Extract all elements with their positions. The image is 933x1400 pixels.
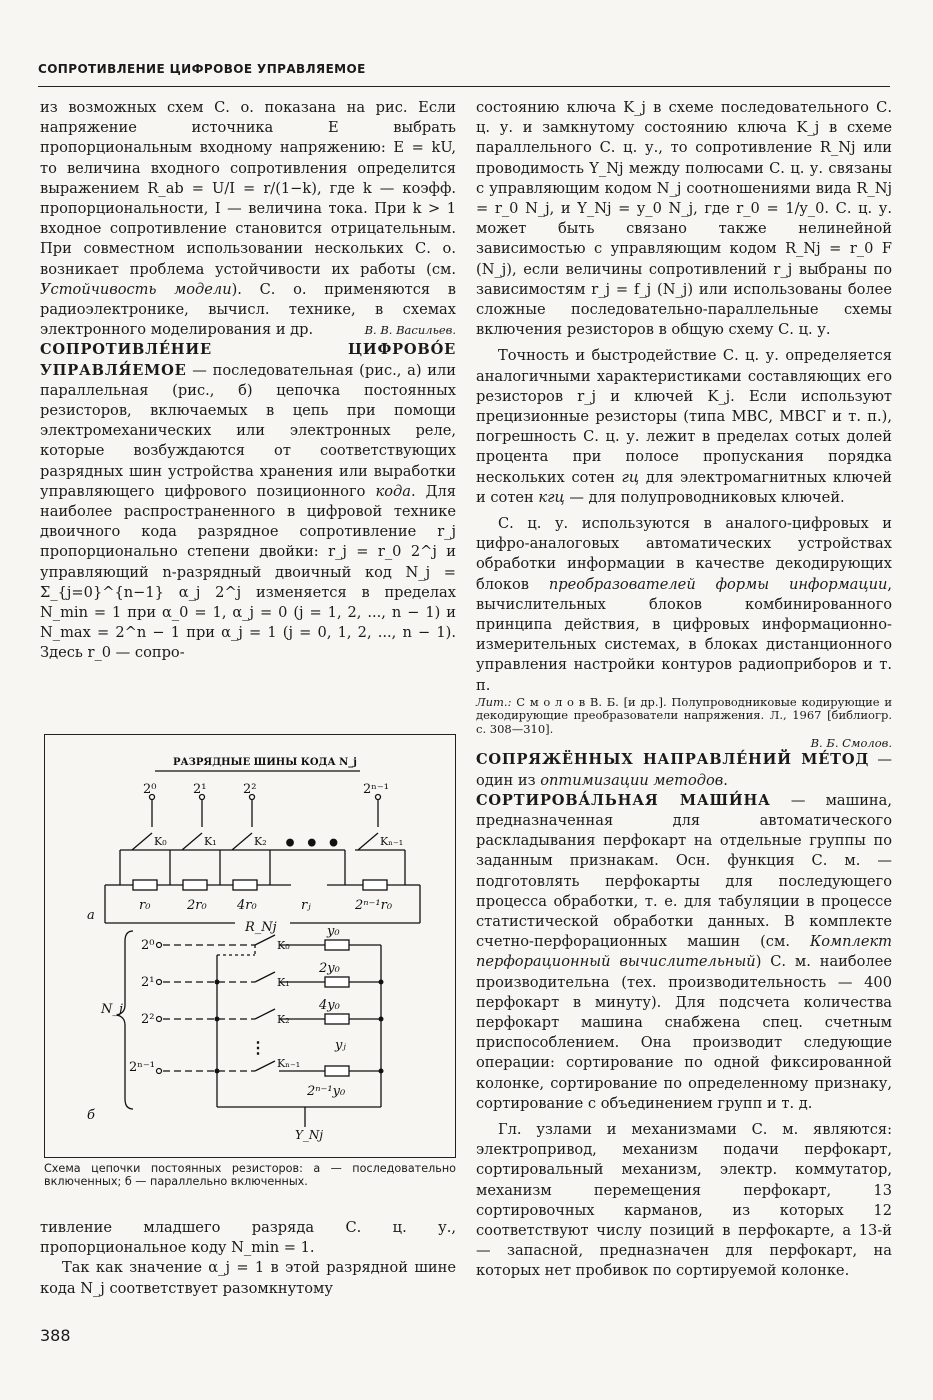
figure-label-a: а — [87, 908, 95, 923]
parallel-bit-label: 2ⁿ⁻¹ — [129, 1060, 155, 1075]
entry-headword: СОПРОТИВЛЕ́НИЕ ЦИФРОВО́Е УПРАВЛЯ́ЕМОЕ — [40, 341, 456, 379]
series-bit-label: 2⁰ — [143, 782, 157, 797]
parallel-key-label: Kₙ₋₁ — [277, 1057, 301, 1070]
conductance-label: yⱼ — [335, 1038, 346, 1053]
paragraph-continued: из возможных схем С. о. показана на рис. Если напряжение источника E выбрать пропорциональным входному напряжению: E = kU, то величина входного сопротивления определится выражением R_ab = U/I = r/(1−k), где k — коэфф. пропорциональности, I — величина тока. При k > 1 входное сопротивление становится отрицательным. При совместном использовании нескольких С. о. возникает проблема устойчивости их работы (см. Устойчивость модели). С. о. применяются в радиоэлектронике, вычисл. технике, в схемах электронного моделирования и др. В. В. Васильев. — [40, 98, 456, 340]
parallel-key-label: K₁ — [277, 976, 290, 989]
figure-label-b: б — [87, 1108, 95, 1123]
parallel-bit-label: 2¹ — [141, 975, 155, 990]
junction-dot — [379, 1069, 384, 1074]
resistor-label: r₀ — [139, 898, 151, 913]
series-key-label: K₂ — [254, 835, 267, 848]
circuit-figure — [44, 734, 456, 1158]
header-rule — [38, 86, 890, 87]
switch-k0 — [132, 833, 152, 850]
conductance-label: 2y₀ — [319, 961, 340, 976]
parallel-bit-label: 2² — [141, 1012, 155, 1027]
entry-sopr-napr: СОПРЯЖЁННЫХ НАПРАВЛЕ́НИЙ МЕ́ТОД — один из оптимизации методов. — [476, 751, 892, 789]
conductance-2n1y0 — [325, 1066, 349, 1076]
author-signature: В. Б. Смолов. — [810, 736, 892, 751]
paragraph: состоянию ключа K_j в схеме последовательного С. ц. у. и замкнутому состоянию ключа K_j в схеме параллельного С. ц. у., то сопротивление R_Nj или проводимость Y_Nj между полюсами С. ц. у. связаны с управляющим кодом N_j соотношениями вида R_Nj = r_0 N_j, и Y_Nj = y_0 N_j, где r_0 = 1/y_0. С. ц. у. может быть связано также нелинейной зависимостью с управляющим кодом R_Nj = r_0 F (N_j), если величины сопротивлений r_j выбраны по зависимостям r_j = f_j (N_j) или использованы более сложные последовательно-параллельные схемы включения резисторов в общую схему С. ц. у. — [476, 99, 892, 339]
parallel-code-label: N_j — [101, 1002, 123, 1017]
switch-kn1 — [358, 833, 378, 850]
conductance-y0 — [325, 940, 349, 950]
vertical-ellipsis: ⋮ — [250, 1038, 266, 1057]
bit-posts — [150, 795, 381, 828]
paragraph: Точность и быстродействие С. ц. у. определяется аналогичными характеристиками составляющих его резисторов r_j и ключей K_j. Если используют прецизионные резисторы (типа МВС, МВСГ и т. п.), погрешность С. ц. у. лежит в пределах сотых долей процента при полосе пропускания порядка нескольких сотен гц для электромагнитных ключей и сотен кгц — для полупроводниковых ключей. — [476, 347, 892, 506]
left-column-continued — [40, 1218, 456, 1299]
author-signature: В. В. Васильев. — [364, 323, 456, 338]
paragraph: Так как значение α_j = 1 в этой разрядной шине кода N_j соответствует разомкнутому — [40, 1259, 456, 1297]
parallel-output-label: Y_Nj — [295, 1128, 324, 1142]
junction-dot — [215, 980, 220, 985]
resistor-2r0 — [183, 880, 207, 890]
series-bit-label: 2¹ — [193, 782, 207, 797]
cross-reference[interactable]: преобразователей формы информации — [548, 575, 888, 593]
left-column — [40, 98, 456, 664]
conductance-label: 4y₀ — [319, 998, 340, 1013]
resistor-label: rⱼ — [301, 898, 311, 913]
running-head: СОПРОТИВЛЕНИЕ ЦИФРОВОЕ УПРАВЛЯЕМОЕ — [38, 62, 366, 76]
circuit-diagram — [45, 735, 457, 1159]
series-bit-label: 2ⁿ⁻¹ — [363, 782, 389, 797]
page-number: 388 — [40, 1326, 71, 1345]
paragraph: Гл. узлами и механизмами С. м. являются: электропривод, механизм подачи перфокарт, сортировальный механизм, электр. коммутатор, механизм перемещения перфокарт, 13 сортировочных карманов, из которых 12 соответствуют числу позиций в перфокарте, а 13-й — запасной, предназначен для перфокарт, на которых нет пробивок по сортируемой колонке. — [476, 1121, 892, 1280]
parallel-bit-label: 2⁰ — [141, 938, 155, 953]
series-key-label: Kₙ₋₁ — [380, 835, 404, 848]
entry-headword: СОРТИРОВА́ЛЬНАЯ МАШИ́НА — [476, 791, 771, 809]
conductance-4y0 — [325, 1014, 349, 1024]
paragraph: тивление младшего разряда С. ц. у., пропорциональное коду N_min = 1. — [40, 1219, 456, 1257]
resistor-4r0 — [233, 880, 257, 890]
junction-dot — [379, 980, 384, 985]
conductance-label: y₀ — [327, 924, 340, 939]
conductance-label: 2ⁿ⁻¹y₀ — [307, 1084, 346, 1099]
junction-dot — [215, 1069, 220, 1074]
conductance-2y0 — [325, 977, 349, 987]
cross-reference[interactable]: оптимизации методов — [540, 771, 724, 789]
series-output-label: R_Nj — [245, 920, 277, 935]
parallel-key-label: K₂ — [277, 1013, 290, 1026]
resistor-label: 2r₀ — [187, 898, 207, 913]
cross-reference[interactable]: Комплект перфорационный вычислительный — [476, 933, 893, 971]
cross-reference[interactable]: Устойчивость модели — [40, 280, 232, 298]
switch-k2 — [232, 833, 252, 850]
entry-sort-machine: СОРТИРОВА́ЛЬНАЯ МАШИ́НА — машина, предназначенная для автоматического раскладывания перфокарт на отдельные группы по заданным признакам. Осн. функция С. м. — подготовлять перфокарты для последующего процесса обработки, т. е. для табуляции в процессе статистической обработки данных. В комплекте счетно-перфорационных машин (см. Комплект перфорационный вычислительный) С. м. наиболее производительна (тех. производительность — 400 перфокарт в минуту). Для подсчета количества перфокарт машина снабжена спец. счетным приспособлением. Она производит следующие операции: сортирование по одной фиксированной колонке, сортирование по определенному признаку, сортирование с объединением групп и т. д. — [476, 791, 893, 1112]
entry-sopr-cifr: СОПРОТИВЛЕ́НИЕ ЦИФРОВО́Е УПРАВЛЯ́ЕМОЕ — последовательная (рис., а) или параллельная (рис., б) цепочка постоянных резисторов, включаемых в цепь при помощи электромеханических или электронных реле, которые возбуждаются от соответствующих разрядных шин устройства хранения или выработки управляющего цифрового позиционного кода. Для наиболее распространенного в цифровой технике двоичного кода разрядное сопротивление r_j пропорционально степени двойки: r_j = r_0 2^j и управляющий n-разрядный двоичный код N_j = Σ_{j=0}^{n−1} α_j 2^j изменяется в пределах N_min = 1 при α_0 = 1, α_j = 0 (j = 1, 2, ..., n − 1) и N_max = 2^n − 1 при α_j = 1 (j = 0, 1, 2, ..., n − 1). Здесь r_0 — сопро- — [40, 341, 457, 662]
bus-label: РАЗРЯДНЫЕ ШИНЫ КОДА N_j — [173, 757, 357, 768]
literature: Лит.: С м о л о в В. Б. [и др.]. Полупроводниковые кодирующие и декодирующие преобразователи напряжения. Л., 1967 [библиогр. с. 308—310]. — [476, 694, 893, 736]
series-bit-label: 2² — [243, 782, 257, 797]
paragraph: С. ц. у. используются в аналого-цифровых и цифро-аналоговых автоматических устройствах обработки информации в качестве декодирующих блоков преобразователей формы информации, вычислительных блоков комбинированного принципа действия, в цифровых информационно-измерительных системах, в блоках дистанционного управления настройки контуров радиоприборов и т. п. — [476, 515, 893, 694]
series-key-label: K₁ — [204, 835, 217, 848]
right-column — [476, 98, 892, 1282]
junction-dot — [215, 1017, 220, 1022]
cross-reference[interactable]: кода — [375, 482, 411, 500]
series-key-label: K₀ — [154, 835, 167, 848]
ellipsis: • • • — [283, 831, 341, 857]
entry-headword: СОПРЯЖЁННЫХ НАПРАВЛЕ́НИЙ МЕ́ТОД — [476, 751, 870, 769]
resistor-label: 4r₀ — [237, 898, 257, 913]
resistor-r0 — [133, 880, 157, 890]
resistor-2n1r0 — [363, 880, 387, 890]
resistor-label: 2ⁿ⁻¹r₀ — [355, 898, 393, 913]
switch-k1 — [182, 833, 202, 850]
parallel-key-label: K₀ — [277, 939, 290, 952]
figure-caption: Схема цепочки постоянных резисторов: а — последовательно включенных; б — параллельно включенных. — [44, 1162, 456, 1189]
junction-dot — [379, 1017, 384, 1022]
